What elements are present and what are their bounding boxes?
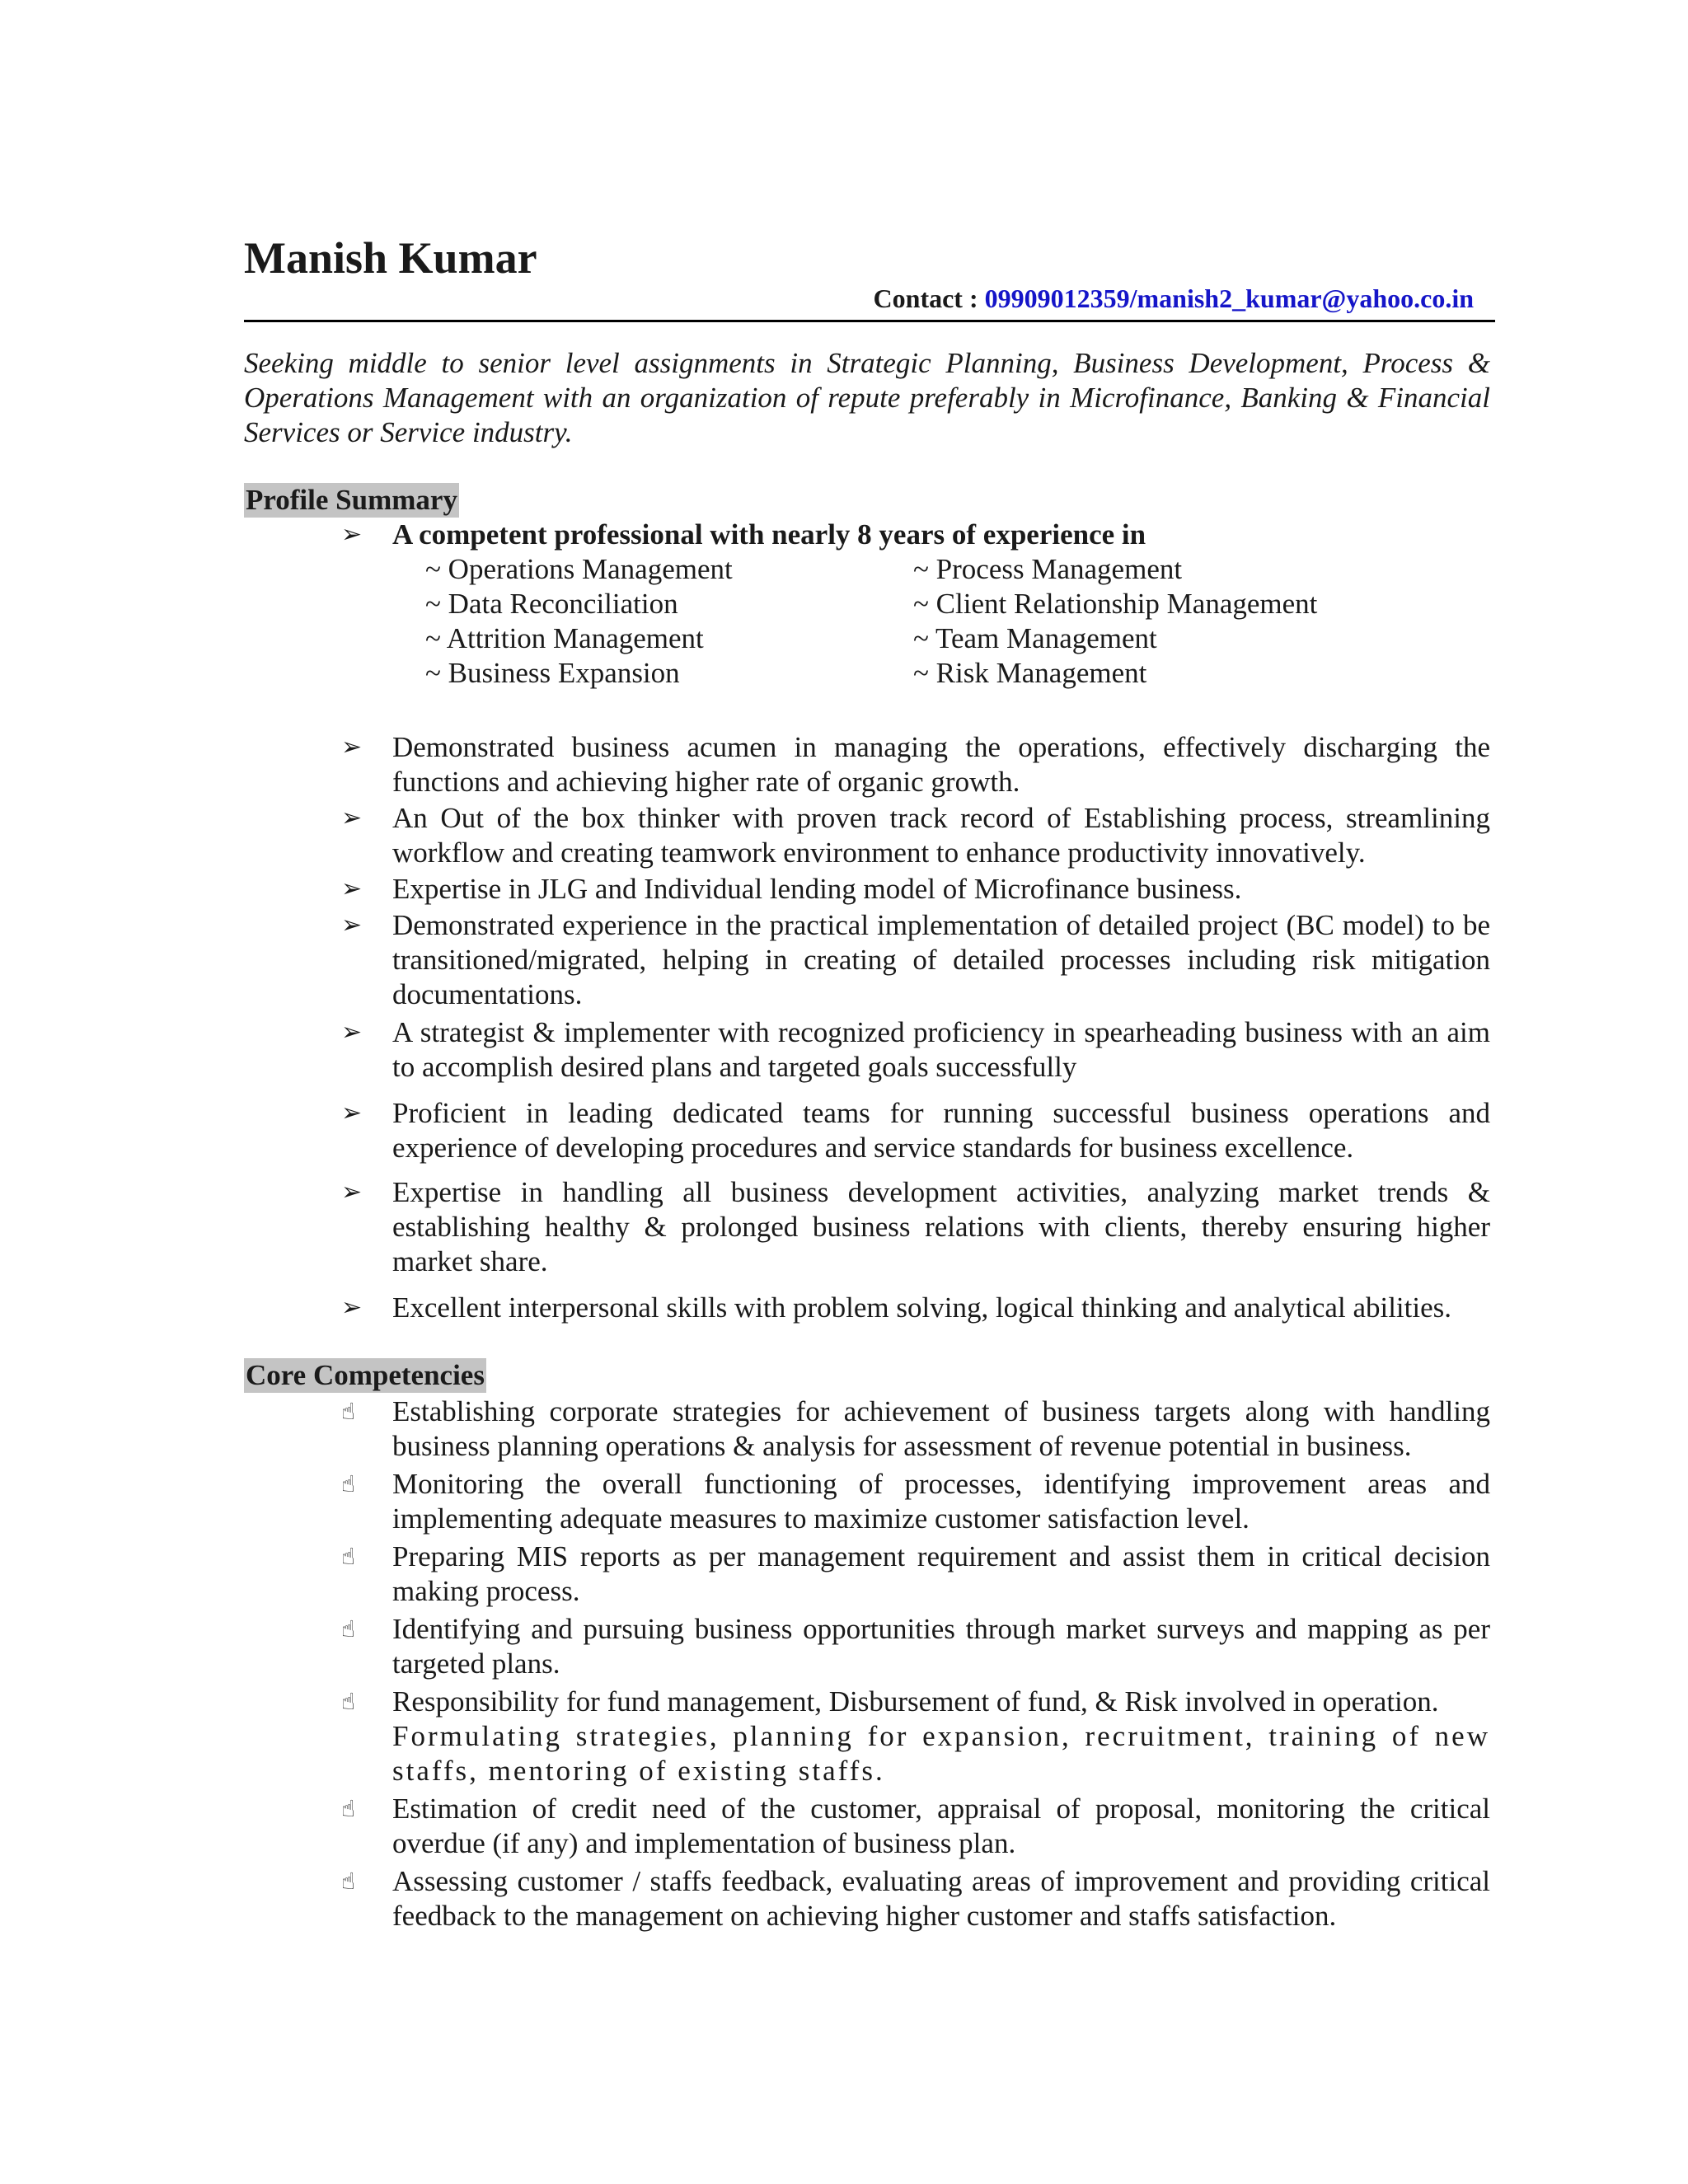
list-item: ➢ An Out of the box thinker with proven track record of Establishing process, streamlining workflow and creating teamwork environment to enhance productivity innovatively.: [341, 802, 1490, 869]
arrowhead-icon: ➢: [341, 1099, 363, 1127]
list-item: ☝ Establishing corporate strategies for achievement of business targets along with handling business planning operations & analysis for assessment of revenue potential in business.: [341, 1395, 1490, 1462]
list-item: ➢ Expertise in handling all business development activities, analyzing market trends & establishing healthy & prolonged business relations with clients, thereby ensuring higher market share.: [341, 1176, 1490, 1277]
list-item: ➢ Demonstrated experience in the practical implementation of detailed project (BC model) to be transitioned/migrated, helping in creating of detailed processes including risk mitigation documentations.: [341, 909, 1490, 1010]
arrowhead-icon: ➢: [341, 520, 363, 549]
skill-item: ~ Business Expansion: [425, 657, 680, 689]
list-item: ➢ Proficient in leading dedicated teams for running successful business operations and experience of developing procedures and service standards for business excellence.: [341, 1097, 1490, 1164]
list-item: [336, 518, 1490, 691]
profile-summary-lead-list: [336, 518, 1490, 691]
list-item: ➢ Demonstrated business acumen in managing the operations, effectively discharging the functions and achieving higher rate of organic growth.: [341, 731, 1490, 798]
skills-grid: [392, 552, 1490, 691]
list-item: ➢ Excellent interpersonal skills with problem solving, logical thinking and analytical abilities.: [341, 1291, 1452, 1324]
skill-item: ~ Team Management: [913, 622, 1157, 654]
arrowhead-icon: ➢: [341, 874, 363, 903]
arrowhead-icon: ➢: [341, 1178, 363, 1207]
pointing-hand-icon: ☝: [341, 1868, 356, 1895]
contact-value[interactable]: 09909012359/manish2_kumar@yahoo.co.in: [984, 284, 1474, 313]
skill-item: ~ Risk Management: [913, 657, 1147, 689]
arrowhead-icon: ➢: [341, 1018, 363, 1047]
skill-item: ~ Data Reconciliation: [425, 588, 678, 620]
skill-item: ~ Client Relationship Management: [913, 588, 1318, 620]
career-objective: Seeking middle to senior level assignments in Strategic Planning, Business Development, Process & Operations Management with an organization of repute preferably in Microfinance, Banking & Financial Services or Service industry.: [244, 347, 1490, 448]
list-item: ☝ Assessing customer / staffs feedback, evaluating areas of improvement and providing critical feedback to the management on achieving higher customer and staffs satisfaction.: [341, 1865, 1490, 1932]
list-item: ☝ Monitoring the overall functioning of processes, identifying improvement areas and implementing adequate measures to maximize customer satisfaction level.: [341, 1468, 1490, 1535]
list-item: ☝ Responsibility for fund management, Disbursement of fund, & Risk involved in operation. Formulating strategies, planning for expansion, recruitment, training of new staffs, mentoring of existing staffs.: [341, 1685, 1490, 1787]
pointing-hand-icon: ☝: [341, 1795, 356, 1822]
header-divider: [244, 320, 1495, 322]
arrowhead-icon: ➢: [341, 1293, 363, 1322]
skill-item: ~ Attrition Management: [425, 622, 704, 654]
list-item: ☝ Estimation of credit need of the customer, appraisal of proposal, monitoring the critical overdue (if any) and implementation of business plan.: [341, 1793, 1490, 1859]
list-item: ☝ Identifying and pursuing business opportunities through market surveys and mapping as per targeted plans.: [341, 1613, 1490, 1680]
pointing-hand-icon: ☝: [341, 1688, 356, 1715]
summary-lead: A competent professional with nearly 8 years of experience in: [392, 518, 1146, 551]
arrowhead-icon: ➢: [341, 733, 363, 762]
item-continuation: Formulating strategies, planning for expansion, recruitment, training of new staffs, mentoring of existing staffs.: [392, 1720, 1490, 1787]
skill-item: ~ Operations Management: [425, 553, 733, 585]
pointing-hand-icon: ☝: [341, 1615, 356, 1643]
candidate-name: Manish Kumar: [244, 233, 537, 283]
arrowhead-icon: ➢: [341, 804, 363, 832]
pointing-hand-icon: ☝: [341, 1470, 356, 1497]
arrowhead-icon: ➢: [341, 911, 363, 940]
contact-line: [874, 282, 1474, 315]
list-item: ☝ Preparing MIS reports as per management requirement and assist them in critical decision making process.: [341, 1540, 1490, 1607]
pointing-hand-icon: ☝: [341, 1398, 356, 1425]
list-item: ➢ A strategist & implementer with recognized proficiency in spearheading business with an aim to accomplish desired plans and targeted goals successfully: [341, 1016, 1490, 1083]
profile-summary-heading: Profile Summary: [246, 484, 457, 516]
pointing-hand-icon: ☝: [341, 1543, 356, 1570]
core-competencies-heading: Core Competencies: [246, 1359, 485, 1391]
skill-item: ~ Process Management: [913, 553, 1183, 585]
list-item: ➢ Expertise in JLG and Individual lending model of Microfinance business.: [341, 873, 1242, 905]
contact-label: Contact :: [873, 284, 985, 313]
